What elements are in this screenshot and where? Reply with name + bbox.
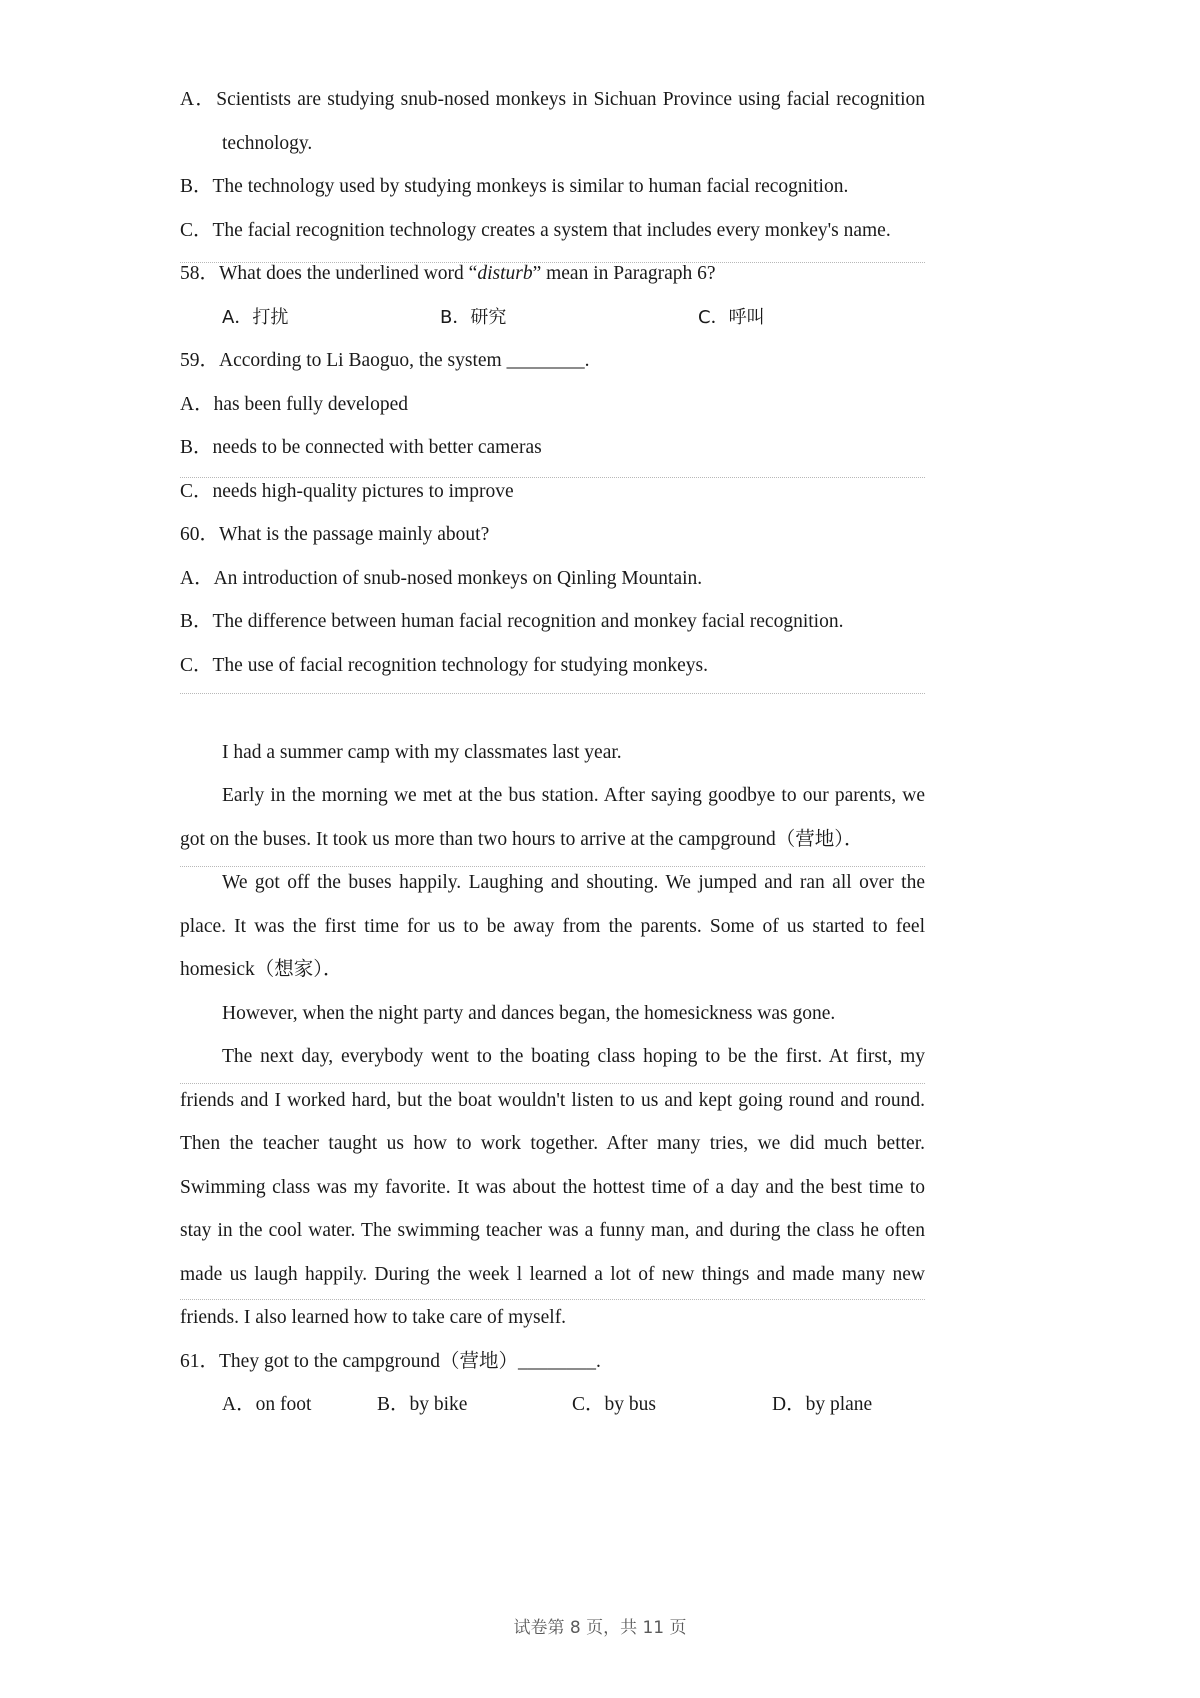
page-footer: 试卷第 8 页，共 11 页 — [513, 1618, 687, 1638]
option-text: B．研究 — [440, 306, 507, 328]
option-text: C．呼叫 — [698, 306, 765, 328]
question-text-pre: What does the underlined word “ — [219, 263, 478, 284]
question-text-post: ” mean in Paragraph 6? — [532, 263, 716, 284]
question-60 — [180, 513, 925, 557]
passage-paragraph: Early in the morning we met at the bus station. After saying goodbye to our parents, we got on the buses. It took us more than two hours to arrive at the campground（营地）． — [180, 785, 925, 850]
question-text: According to Li Baoguo, the system ________. — [219, 350, 590, 371]
option-item[interactable] — [772, 1383, 872, 1427]
option-label: B． — [180, 176, 213, 197]
option-label: C． — [180, 480, 213, 502]
option-item[interactable] — [572, 1383, 772, 1427]
document-body — [180, 78, 925, 1427]
option-item[interactable] — [180, 426, 925, 470]
passage-paragraph: The next day, everybody went to the boating class hoping to be the first. At first, my friends and I worked hard, but the boat wouldn't listen to us and kept going round and round. Then the teacher taught us how to work together. After many tries, we did much better. Swimming class was my favorite. It was about the hottest time of a day and the best time to stay in the cool water. The swimming teacher was a funny man, and during the class he often made us laugh happily. During the week l learned a lot of new things and made many new friends. I also learned how to take care of myself. — [180, 1046, 925, 1328]
option-label: A． — [180, 393, 214, 415]
option-item[interactable] — [180, 383, 925, 427]
option-label: B． — [180, 611, 213, 632]
option-label: B． — [180, 437, 213, 458]
passage-paragraph: We got off the buses happily. Laughing and shouting. We jumped and ran all over the place. It was the first time for us to be away from the parents. Some of us started to feel homesick（想家）． — [180, 872, 925, 980]
question-58 — [180, 252, 925, 296]
option-item[interactable] — [440, 296, 698, 340]
question-number: 58． — [180, 263, 220, 284]
question-text: What is the passage mainly about? — [219, 524, 490, 545]
option-text: A．on foot — [222, 1394, 312, 1415]
option-text: The facial recognition technology creates a system that includes every monkey's name. — [212, 219, 891, 241]
option-item[interactable] — [222, 1383, 377, 1427]
option-label: A． — [180, 567, 214, 589]
question-number: 60． — [180, 524, 220, 545]
option-item[interactable] — [180, 470, 925, 514]
option-text: The technology used by studying monkeys is similar to human facial recognition. — [212, 176, 849, 197]
option-text: An introduction of snub-nosed monkeys on Qinling Mountain. — [213, 567, 703, 589]
option-item[interactable] — [180, 165, 925, 209]
option-item[interactable] — [180, 600, 925, 644]
question-text: They got to the campground（营地）________. — [219, 1350, 601, 1372]
option-text: needs to be connected with better cameras — [212, 437, 542, 458]
underlined-word: disturb — [477, 263, 533, 284]
option-text: The use of facial recognition technology for studying monkeys. — [212, 654, 709, 676]
option-item[interactable] — [180, 557, 925, 601]
option-item[interactable] — [180, 78, 925, 165]
option-text: needs high-quality pictures to improve — [212, 480, 514, 502]
option-label: C． — [180, 219, 213, 241]
question-number: 61． — [180, 1350, 220, 1372]
option-text: A．打扰 — [222, 306, 289, 328]
option-label: A． — [180, 89, 217, 110]
option-item[interactable] — [180, 644, 925, 688]
question-61 — [180, 1340, 925, 1384]
option-text: C．by bus — [572, 1394, 656, 1415]
spacer — [180, 687, 925, 731]
question-number: 59． — [180, 350, 220, 371]
passage-paragraph: However, when the night party and dances began, the homesickness was gone. — [222, 1002, 836, 1024]
options-row-58 — [180, 296, 925, 340]
options-row-61 — [180, 1383, 925, 1427]
option-item[interactable] — [222, 296, 440, 340]
option-text: B．by bike — [377, 1394, 468, 1415]
option-text: D．by plane — [772, 1394, 873, 1415]
option-item[interactable] — [180, 209, 925, 253]
option-text: has been fully developed — [213, 393, 408, 415]
option-text: The difference between human facial recognition and monkey facial recognition. — [212, 611, 844, 632]
passage-paragraph: I had a summer camp with my classmates last year. — [222, 741, 622, 763]
question-59 — [180, 339, 925, 383]
option-item[interactable] — [698, 296, 765, 340]
option-text: Scientists are studying snub-nosed monkeys in Sichuan Province using facial recognition technology. — [216, 89, 925, 154]
option-item[interactable] — [377, 1383, 572, 1427]
option-label: C． — [180, 654, 213, 676]
